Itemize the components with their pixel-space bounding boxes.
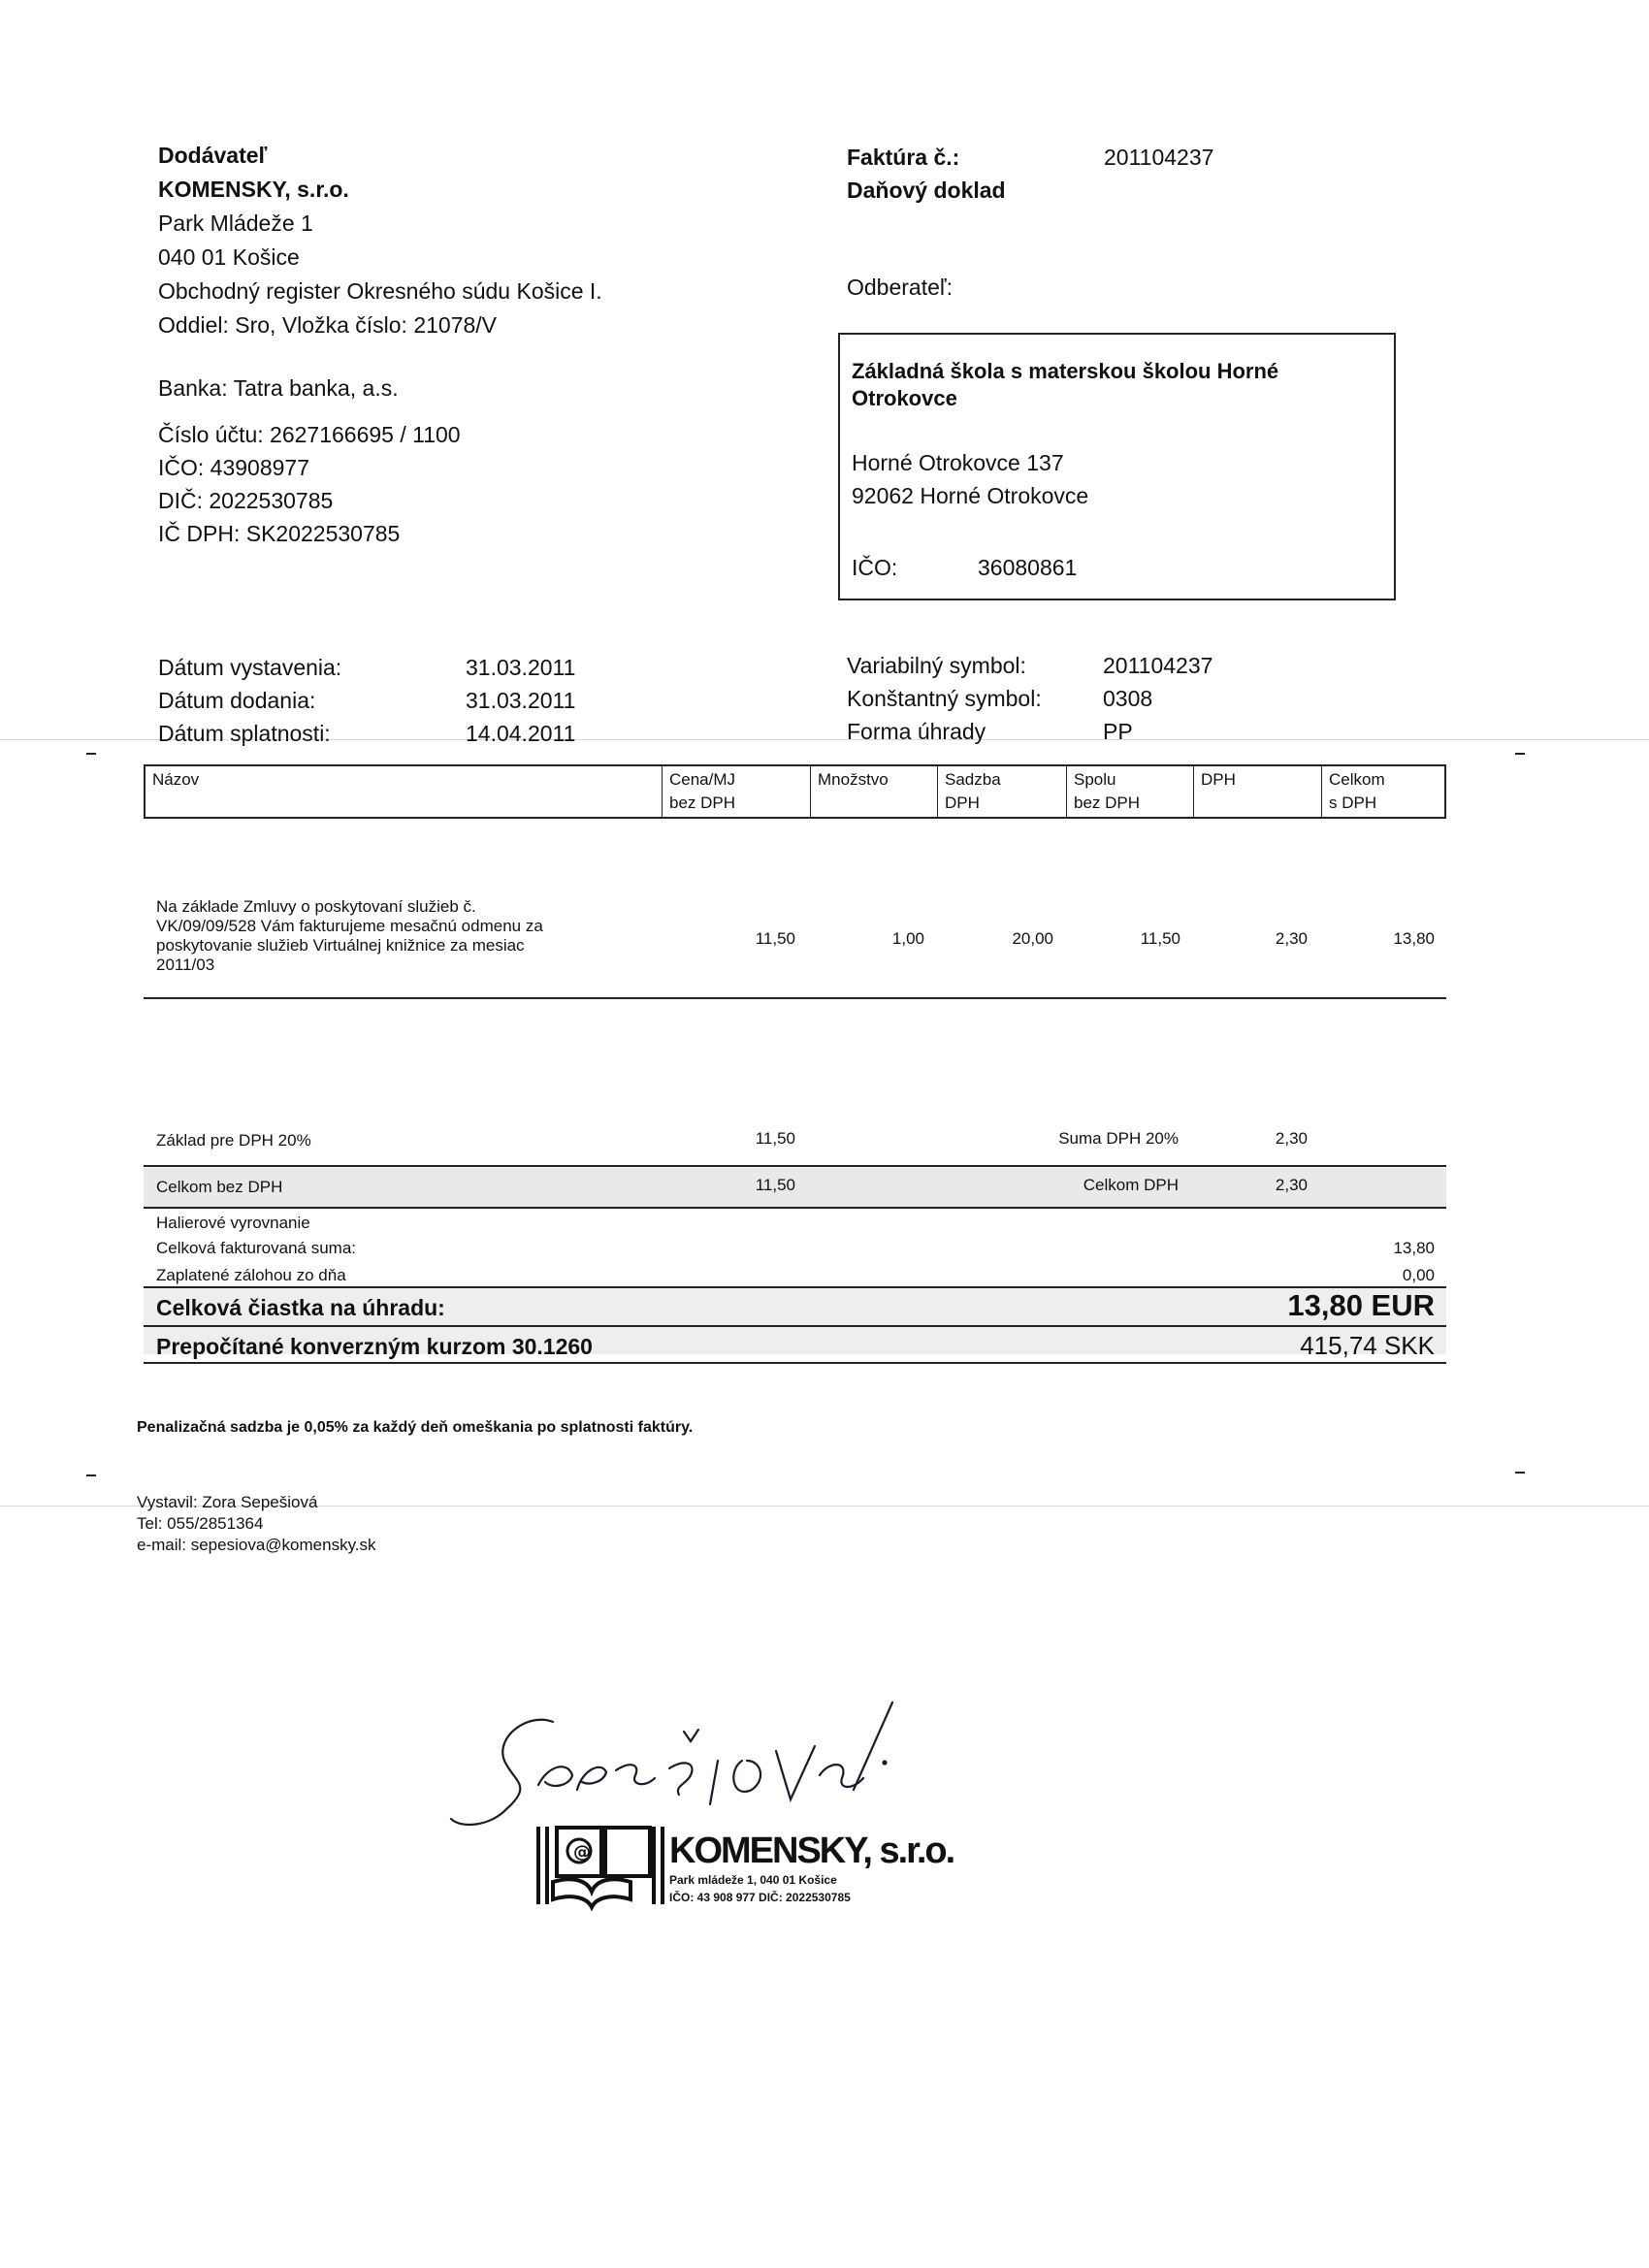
customer-ico-label: IČO:: [852, 555, 898, 580]
item-description: Na základe Zmluvy o poskytovaní služieb č. VK/09/09/528 Vám fakturujeme mesačnú odmenu za poskytovanie služieb Virtuálnej knižnice za mesiac 2011/03: [156, 897, 543, 974]
vat-base-label: Základ pre DPH 20%: [156, 1131, 311, 1150]
variable-symbol-label: Variabilný symbol:: [847, 653, 1026, 678]
item-divider: [144, 997, 1446, 999]
issued-date-label: Dátum vystavenia:: [158, 655, 342, 680]
vat-base: 11,50: [755, 1129, 795, 1148]
customer-box: [838, 333, 1396, 600]
vat-total-label: Celkom DPH: [1083, 1176, 1179, 1194]
paid-advance: 0,00: [1402, 1266, 1435, 1284]
rounding-label: Halierové vyrovnanie: [156, 1214, 310, 1232]
vat-total: 2,30: [1275, 1176, 1308, 1194]
supplier-section: Oddiel: Sro, Vložka číslo: 21078/V: [158, 312, 498, 338]
customer-name-line2: Otrokovce: [852, 386, 957, 410]
fold-mark: [1515, 1472, 1525, 1474]
total-divider: [144, 1286, 1446, 1288]
customer-name-line1: Základná škola s materskou školou Horné: [852, 359, 1279, 383]
penalty-note: Penalizačná sadzba je 0,05% za každý deň omeškania po splatnosti faktúry.: [137, 1419, 694, 1436]
col-unit-price: Cena/MJ bez DPH: [662, 766, 810, 817]
item-subtotal: 11,50: [1140, 929, 1180, 948]
supplier-account: Číslo účtu: 2627166695 / 1100: [158, 422, 461, 447]
supplier-street: Park Mládeže 1: [158, 211, 313, 236]
invoiced-sum-label: Celková fakturovaná suma:: [156, 1239, 356, 1257]
invoice-number: 201104237: [1104, 145, 1214, 170]
invoiced-sum: 13,80: [1393, 1239, 1435, 1257]
item-quantity: 1,00: [891, 929, 924, 948]
supplier-bank: Banka: Tatra banka, a.s.: [158, 375, 399, 401]
col-vat-rate: Sadzba DPH: [937, 766, 1066, 817]
invoice-number-label: Faktúra č.:: [847, 145, 960, 170]
company-stamp: [534, 1822, 954, 1909]
col-subtotal: Spolu bez DPH: [1066, 766, 1193, 817]
supplier-register: Obchodný register Okresného súdu Košice I.: [158, 278, 602, 304]
items-table-header: [144, 764, 1446, 819]
supplier-dic: DIČ: 2022530785: [158, 488, 334, 513]
fold-mark: [86, 753, 96, 755]
constant-symbol: 0308: [1103, 686, 1153, 711]
item-vat: 2,30: [1275, 929, 1308, 948]
item-unit-price: 11,50: [755, 929, 795, 948]
issuer-block: [137, 1492, 376, 1556]
supplier-city: 040 01 Košice: [158, 244, 300, 270]
stamp-ids: IČO: 43 908 977 DIČ: 2022530785: [669, 1891, 851, 1904]
amount-due: 13,80 EUR: [1287, 1288, 1435, 1322]
col-vat: DPH: [1193, 766, 1321, 817]
supplier-bank-block: [158, 372, 461, 550]
dates-labels: [158, 651, 341, 750]
item-vat-rate: 20,00: [1012, 929, 1053, 948]
total-divider: [144, 1362, 1446, 1364]
doc-type: Daňový doklad: [847, 178, 1006, 203]
vat-sum: 2,30: [1275, 1129, 1308, 1148]
supplier-icdph: IČ DPH: SK2022530785: [158, 521, 401, 546]
fold-mark: [1515, 753, 1525, 755]
delivery-date: 31.03.2011: [466, 688, 576, 713]
conversion-label: Prepočítané konverzným kurzom 30.1260: [156, 1334, 593, 1359]
supplier-name: KOMENSKY, s.r.o.: [158, 177, 349, 202]
supplier-ico: IČO: 43908977: [158, 455, 310, 480]
stamp-name: KOMENSKY, s.r.o.: [669, 1831, 954, 1871]
due-date-label: Dátum splatnosti:: [158, 721, 331, 746]
supplier-block: [158, 139, 602, 342]
conversion-amount: 415,74 SKK: [1300, 1331, 1435, 1360]
issued-by: Vystavil: Zora Sepešiová: [137, 1493, 318, 1511]
constant-symbol-label: Konštantný symbol:: [847, 686, 1042, 711]
due-date: 14.04.2011: [466, 721, 576, 746]
delivery-date-label: Dátum dodania:: [158, 688, 316, 713]
col-total: Celkom s DPH: [1321, 766, 1444, 817]
col-name: Názov: [152, 770, 200, 789]
issuer-phone: Tel: 055/2851364: [137, 1514, 264, 1533]
issuer-email: e-mail: sepesiova@komensky.sk: [137, 1536, 376, 1554]
summary-divider: [144, 1165, 1446, 1167]
customer-label: Odberateľ:: [847, 275, 953, 300]
vat-sum-label: Suma DPH 20%: [1058, 1129, 1179, 1148]
payment-method: PP: [1103, 719, 1133, 744]
summary-divider: [144, 1207, 1446, 1209]
net-total: 11,50: [755, 1176, 795, 1194]
amount-due-label: Celková čiastka na úhradu:: [156, 1295, 445, 1320]
stamp-address: Park mládeže 1, 040 01 Košice: [669, 1873, 837, 1887]
supplier-heading: Dodávateľ: [158, 143, 268, 168]
customer-ico: 36080861: [978, 555, 1078, 580]
symbols-labels: [847, 649, 1042, 748]
customer-city: 92062 Horné Otrokovce: [852, 483, 1089, 508]
variable-symbol: 201104237: [1103, 653, 1213, 678]
item-total: 13,80: [1393, 929, 1435, 948]
issued-date: 31.03.2011: [466, 655, 576, 680]
col-quantity: Množstvo: [810, 766, 937, 817]
total-divider: [144, 1325, 1446, 1327]
customer-street: Horné Otrokovce 137: [852, 450, 1064, 475]
payment-method-label: Forma úhrady: [847, 719, 986, 744]
svg-text:@: @: [573, 1842, 591, 1863]
dates-values: [466, 651, 575, 750]
paid-advance-label: Zaplatené zálohou zo dňa: [156, 1266, 346, 1284]
fold-mark: [86, 1474, 96, 1476]
net-total-label: Celkom bez DPH: [156, 1178, 283, 1196]
symbols-values: [1103, 649, 1212, 748]
